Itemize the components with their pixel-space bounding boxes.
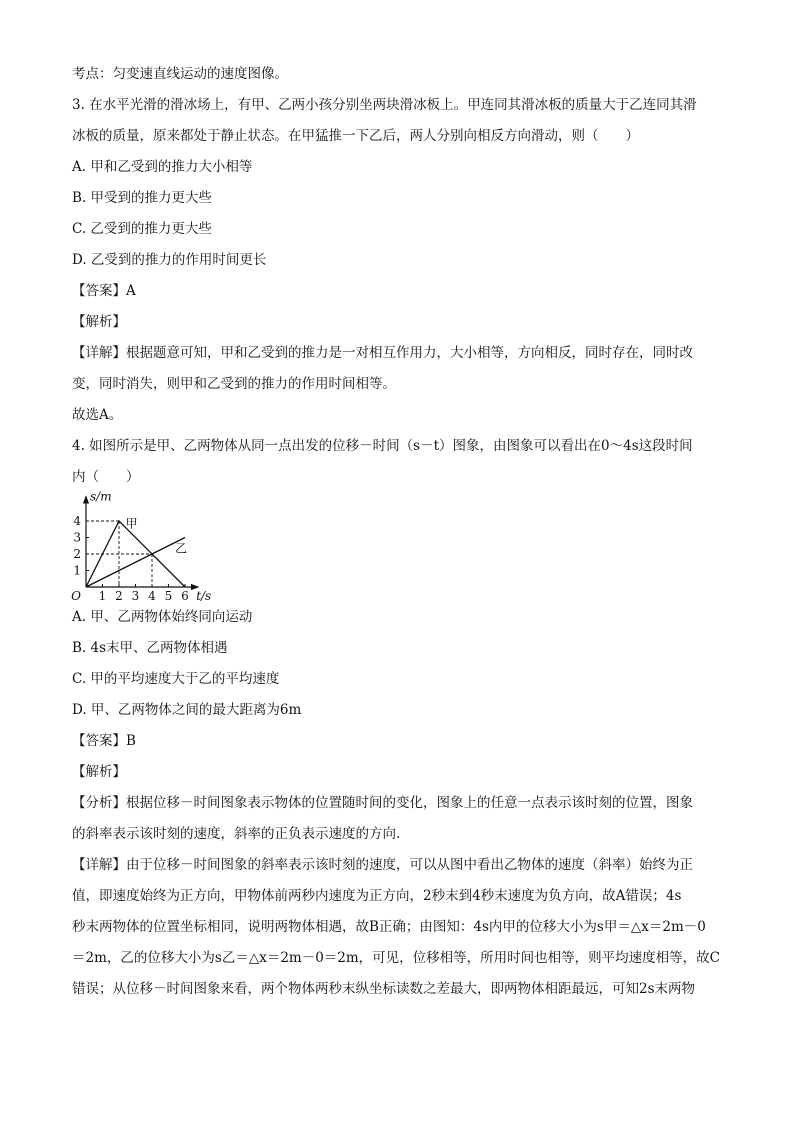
q4-option-c: C. 甲的平均速度大于乙的平均速度 bbox=[72, 671, 280, 687]
x-tick-label-2: 2 bbox=[115, 589, 123, 603]
series-line-1 bbox=[86, 521, 188, 587]
q4-stem-line2: 内（ ） bbox=[72, 469, 140, 485]
x-tick-label-1: 1 bbox=[98, 589, 107, 603]
q4-detail-line2: 值，即速度始终为正方向，甲物体前两秒内速度为正方向，2秒末到4秒末速度为负方向，故A错误；4s bbox=[72, 888, 682, 904]
q3-option-a: A. 甲和乙受到的推力大小相等 bbox=[72, 159, 253, 175]
q4-detail-line1: 【详解】由于位移－时间图象的斜率表示该时刻的速度，可以从图中看出乙物体的速度（斜率）始终为正 bbox=[72, 857, 693, 873]
q4-answer: 【答案】B bbox=[72, 733, 136, 749]
q4-fenxi-line1: 【分析】根据位移－时间图象表示物体的位置随时间的变化，图象上的任意一点表示该时刻的位置，图象 bbox=[72, 795, 693, 811]
q4-detail-line5: 错误；从位移－时间图象来看，两个物体两秒末纵坐标读数之差最大，即两物体相距最远，可知2s末两物 bbox=[72, 981, 696, 997]
q3-stem-line2: 冰板的质量，原来都处于静止状态。在甲猛推一下乙后，两人分别向相反方向滑动，则（ ） bbox=[72, 128, 639, 144]
origin-label: O bbox=[71, 589, 81, 603]
q4-fenxi-line2: 的斜率表示该时刻的速度，斜率的正负表示速度的方向. bbox=[72, 826, 401, 842]
q4-stem-line1: 4. 如图所示是甲、乙两物体从同一点出发的位移－时间（s－t）图象，由图象可以看出在0～4s这段时间 bbox=[72, 438, 693, 454]
y-axis-label: s/m bbox=[90, 489, 112, 504]
x-tick-label-6: 6 bbox=[181, 589, 189, 603]
q3-option-d: D. 乙受到的推力的作用时间更长 bbox=[72, 252, 267, 268]
y-tick-label-4: 4 bbox=[73, 514, 81, 528]
q4-option-d: D. 甲、乙两物体之间的最大距离为6m bbox=[72, 702, 302, 718]
q4-option-a: A. 甲、乙两物体始终同向运动 bbox=[72, 609, 253, 625]
q3-conclusion: 故选A。 bbox=[72, 407, 123, 423]
y-tick-label-1: 1 bbox=[73, 563, 81, 578]
q3-detail-line2: 变，同时消失，则甲和乙受到的推力的作用时间相等。 bbox=[72, 376, 396, 392]
q4-detail-line4: ＝2m，乙的位移大小为s乙＝△x＝2m－0＝2m，可见，位移相等，所用时间也相等，则平均速度相等，故C bbox=[72, 950, 721, 966]
q3-stem-line1: 3. 在水平光滑的滑冰场上，有甲、乙两小孩分别坐两块滑冰板上。甲连同其滑冰板的质量大于乙连同其滑 bbox=[72, 97, 697, 113]
q3-answer: 【答案】A bbox=[72, 283, 136, 299]
knowledge-point-line: 考点：匀变速直线运动的速度图像。 bbox=[72, 66, 288, 82]
y-tick-label-2: 2 bbox=[73, 547, 81, 561]
displacement-time-chart bbox=[70, 489, 220, 607]
q4-option-b: B. 4s末甲、乙两物体相遇 bbox=[72, 640, 228, 656]
series-label-yi: 乙 bbox=[175, 541, 188, 556]
q3-detail-line1: 【详解】根据题意可知，甲和乙受到的推力是一对相互作用力，大小相等，方向相反，同时存在，同时改 bbox=[72, 345, 693, 361]
x-tick-label-5: 5 bbox=[164, 589, 173, 603]
document-page bbox=[72, 64, 732, 999]
x-tick-label-4: 4 bbox=[148, 589, 156, 603]
q4-analysis-label: 【解析】 bbox=[72, 764, 126, 780]
x-axis-label: t/s bbox=[196, 589, 212, 603]
series-label-jia: 甲 bbox=[125, 516, 138, 531]
q3-option-b: B. 甲受到的推力更大些 bbox=[72, 190, 213, 206]
series-line-2 bbox=[86, 538, 188, 588]
q3-analysis-label: 【解析】 bbox=[72, 314, 126, 330]
q4-detail-line3: 秒末两物体的位置坐标相同，说明两物体相遇，故B正确；由图知：4s内甲的位移大小为s甲＝△x＝2m－0 bbox=[72, 919, 706, 935]
y-tick-label-3: 3 bbox=[73, 530, 81, 545]
x-tick-label-3: 3 bbox=[131, 589, 140, 603]
q3-option-c: C. 乙受到的推力更大些 bbox=[72, 221, 212, 237]
